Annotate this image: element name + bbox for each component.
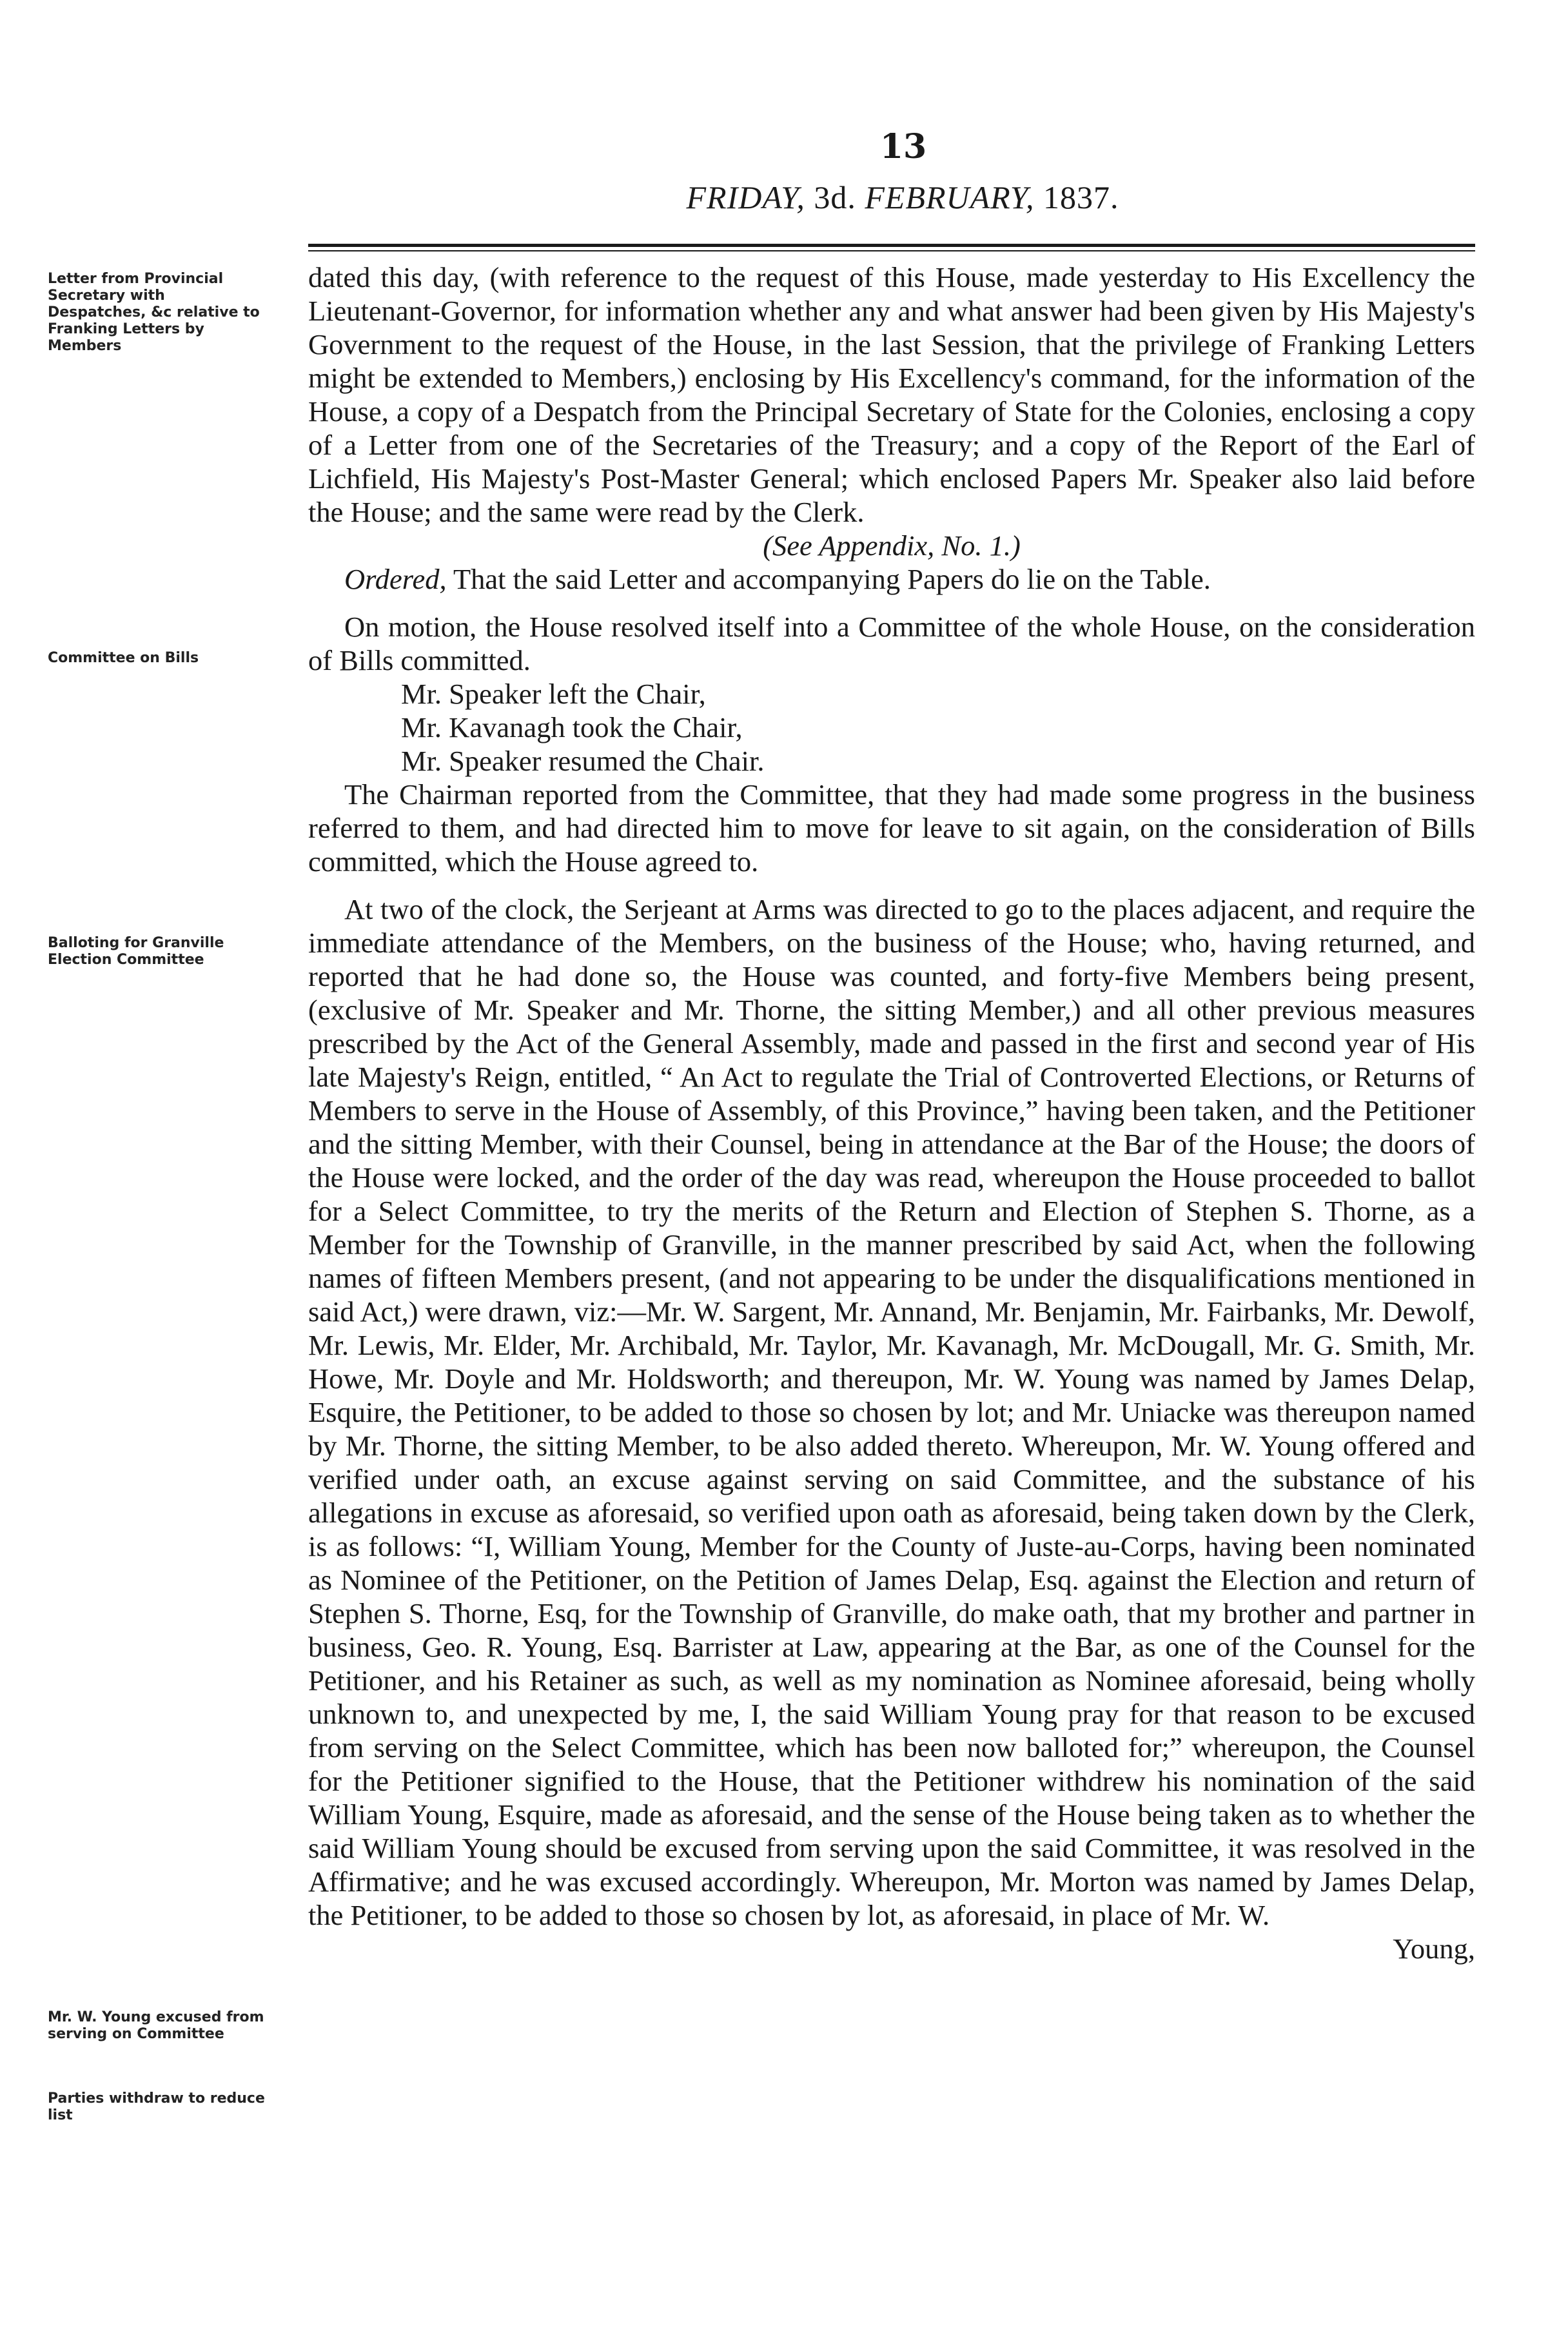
catchword: Young,	[1393, 1932, 1475, 1965]
speaker-resumed-chair: Mr. Speaker resumed the Chair.	[401, 745, 765, 777]
journal-body	[308, 261, 1475, 1965]
paragraph-chairman-report: The Chairman reported from the Committee, that they had made some progress in the business referred to them, and had directed him to move for leave to sit again, on the consideration of Bills committed, which the House agreed to.	[308, 778, 1475, 878]
ordered-word: Ordered,	[344, 563, 447, 595]
paragraph-committee-motion: On motion, the House resolved itself into a Committee of the whole House, on the consideration of Bills committed.	[308, 611, 1475, 676]
appendix-see: See Appendix,	[772, 529, 935, 562]
page-number: 13	[879, 127, 927, 166]
paragraph-ordered	[308, 562, 1475, 596]
paragraph-balloting: At two of the clock, the Serjeant at Arms was directed to go to the places adjacent, and require the immediate attendance of the Members, on the business of the House; who, having returned, and reported that he had done so, the House was counted, and forty-five Members being present, (exclusive of Mr. Speaker and Mr. Thorne, the sitting Member,) and all other previous measures prescribed by the Act of the General Assembly, made and passed in the first and second year of His late Majesty's Reign, entitled, “ An Act to regulate the Trial of Controverted Elections, or Returns of Members to serve in the House of Assembly, of this Province,” having been taken, and the Petitioner and the sitting Member, with their Counsel, being in attendance at the Bar of the House; the doors of the House were locked, and the order of the day was read, whereupon the House proceeded to ballot for a Select Committee, to try the merits of the Return and Election of Stephen S. Thorne, as a Member for the Township of Granville, in the manner prescribed by said Act, when the following names of fifteen Members present, (and not appearing to be under the disqualifications mentioned in said Act,) were drawn, viz:—Mr. W. Sargent, Mr. Annand, Mr. Benjamin, Mr. Fairbanks, Mr. Dewolf, Mr. Lewis, Mr. Elder, Mr. Archibald, Mr. Taylor, Mr. Kavanagh, Mr. McDougall, Mr. G. Smith, Mr. Howe, Mr. Doyle and Mr. Holdsworth; and thereupon, Mr. W. Young was named by James Delap, Esquire, the Petitioner, to be added to those so chosen by lot; and Mr. Uniacke was thereupon named by Mr. Thorne, the sitting Member, to be also added thereto. Whereupon, Mr. W. Young offered and verified under oath, an excuse against serving on said Committee, and the substance of his allegations in excuse as aforesaid, so verified upon oath as aforesaid, being taken down by the Clerk, is as follows: “I, William Young, Member for the County of Juste-au-Corps, having been nominated as Nominee of the Petitioner, on the Petition of James Delap, Esq. against the Election and return of Stephen S. Thorne, Esq, for the Township of Granville, do make oath, that my brother and partner in business, Geo. R. Young, Esq. Barrister at Law, appearing at the Bar, as one of the Counsel for the Petitioner, and his Retainer as such, as well as my nomination as Nominee aforesaid, being wholly unknown to, and unexpected by me, I, the said William Young pray for that reason to be excused from serving on the Select Committee, which has been now balloted for;” whereupon, the Counsel for the Petitioner signified to the House, that the Petitioner withdrew his nomination of the said William Young, Esquire, made as aforesaid, and the sense of the House being taken as to whether the said William Young should be excused from serving upon the said Committee, it was resolved in the Affirmative; and he was excused accordingly. Whereupon, Mr. Morton was named by James Delap, the Petitioner, to be added to those so chosen by lot, as aforesaid, in place of Mr. W.	[308, 893, 1475, 1931]
header-month: FEBRUARY,	[865, 179, 1035, 215]
margin-note-balloting-granville: Balloting for Granville Election Committee	[48, 935, 224, 968]
header-year: 1837.	[1043, 179, 1119, 215]
speaker-left-chair: Mr. Speaker left the Chair,	[401, 678, 706, 710]
ordered-text: That the said Letter and accompanying Papers do lie on the Table.	[453, 563, 1211, 595]
kavanagh-took-chair: Mr. Kavanagh took the Chair,	[401, 711, 743, 743]
margin-note-committee-on-bills: Committee on Bills	[48, 650, 199, 666]
margin-note-parties-withdraw: Parties withdraw to reduce list	[48, 2090, 265, 2123]
header-day: FRIDAY,	[686, 179, 805, 215]
appendix-number: No. 1.	[941, 529, 1011, 562]
appendix-reference: (See Appendix, No. 1.)	[763, 529, 1021, 562]
page-header-date	[322, 178, 1483, 217]
paragraph-despatch: dated this day, (with reference to the request of this House, made yesterday to His Excellency the Lieutenant-Governor, for information whether any and what answer had been given by His Majesty's Government to the request of the House, in the last Session, that the privilege of Franking Letters might be extended to Members,) enclosing by His Excellency's command, for the information of the House, a copy of a Despatch from the Principal Secretary of State for the Colonies, enclosing a copy of a Letter from one of the Secretaries of the Treasury; and a copy of the Report of the Earl of Lichfield, His Majesty's Post-Master General; which enclosed Papers Mr. Speaker also laid before the House; and the same were read by the Clerk.	[308, 261, 1475, 528]
margin-note-young-excused: Mr. W. Young excused from serving on Committee	[48, 2009, 264, 2042]
header-date-number: 3d.	[814, 179, 856, 215]
header-rule	[308, 244, 1475, 251]
margin-note-franking-letters: Letter from Provincial Secretary with Despatches, &c relative to Franking Letters by Members	[48, 271, 260, 354]
